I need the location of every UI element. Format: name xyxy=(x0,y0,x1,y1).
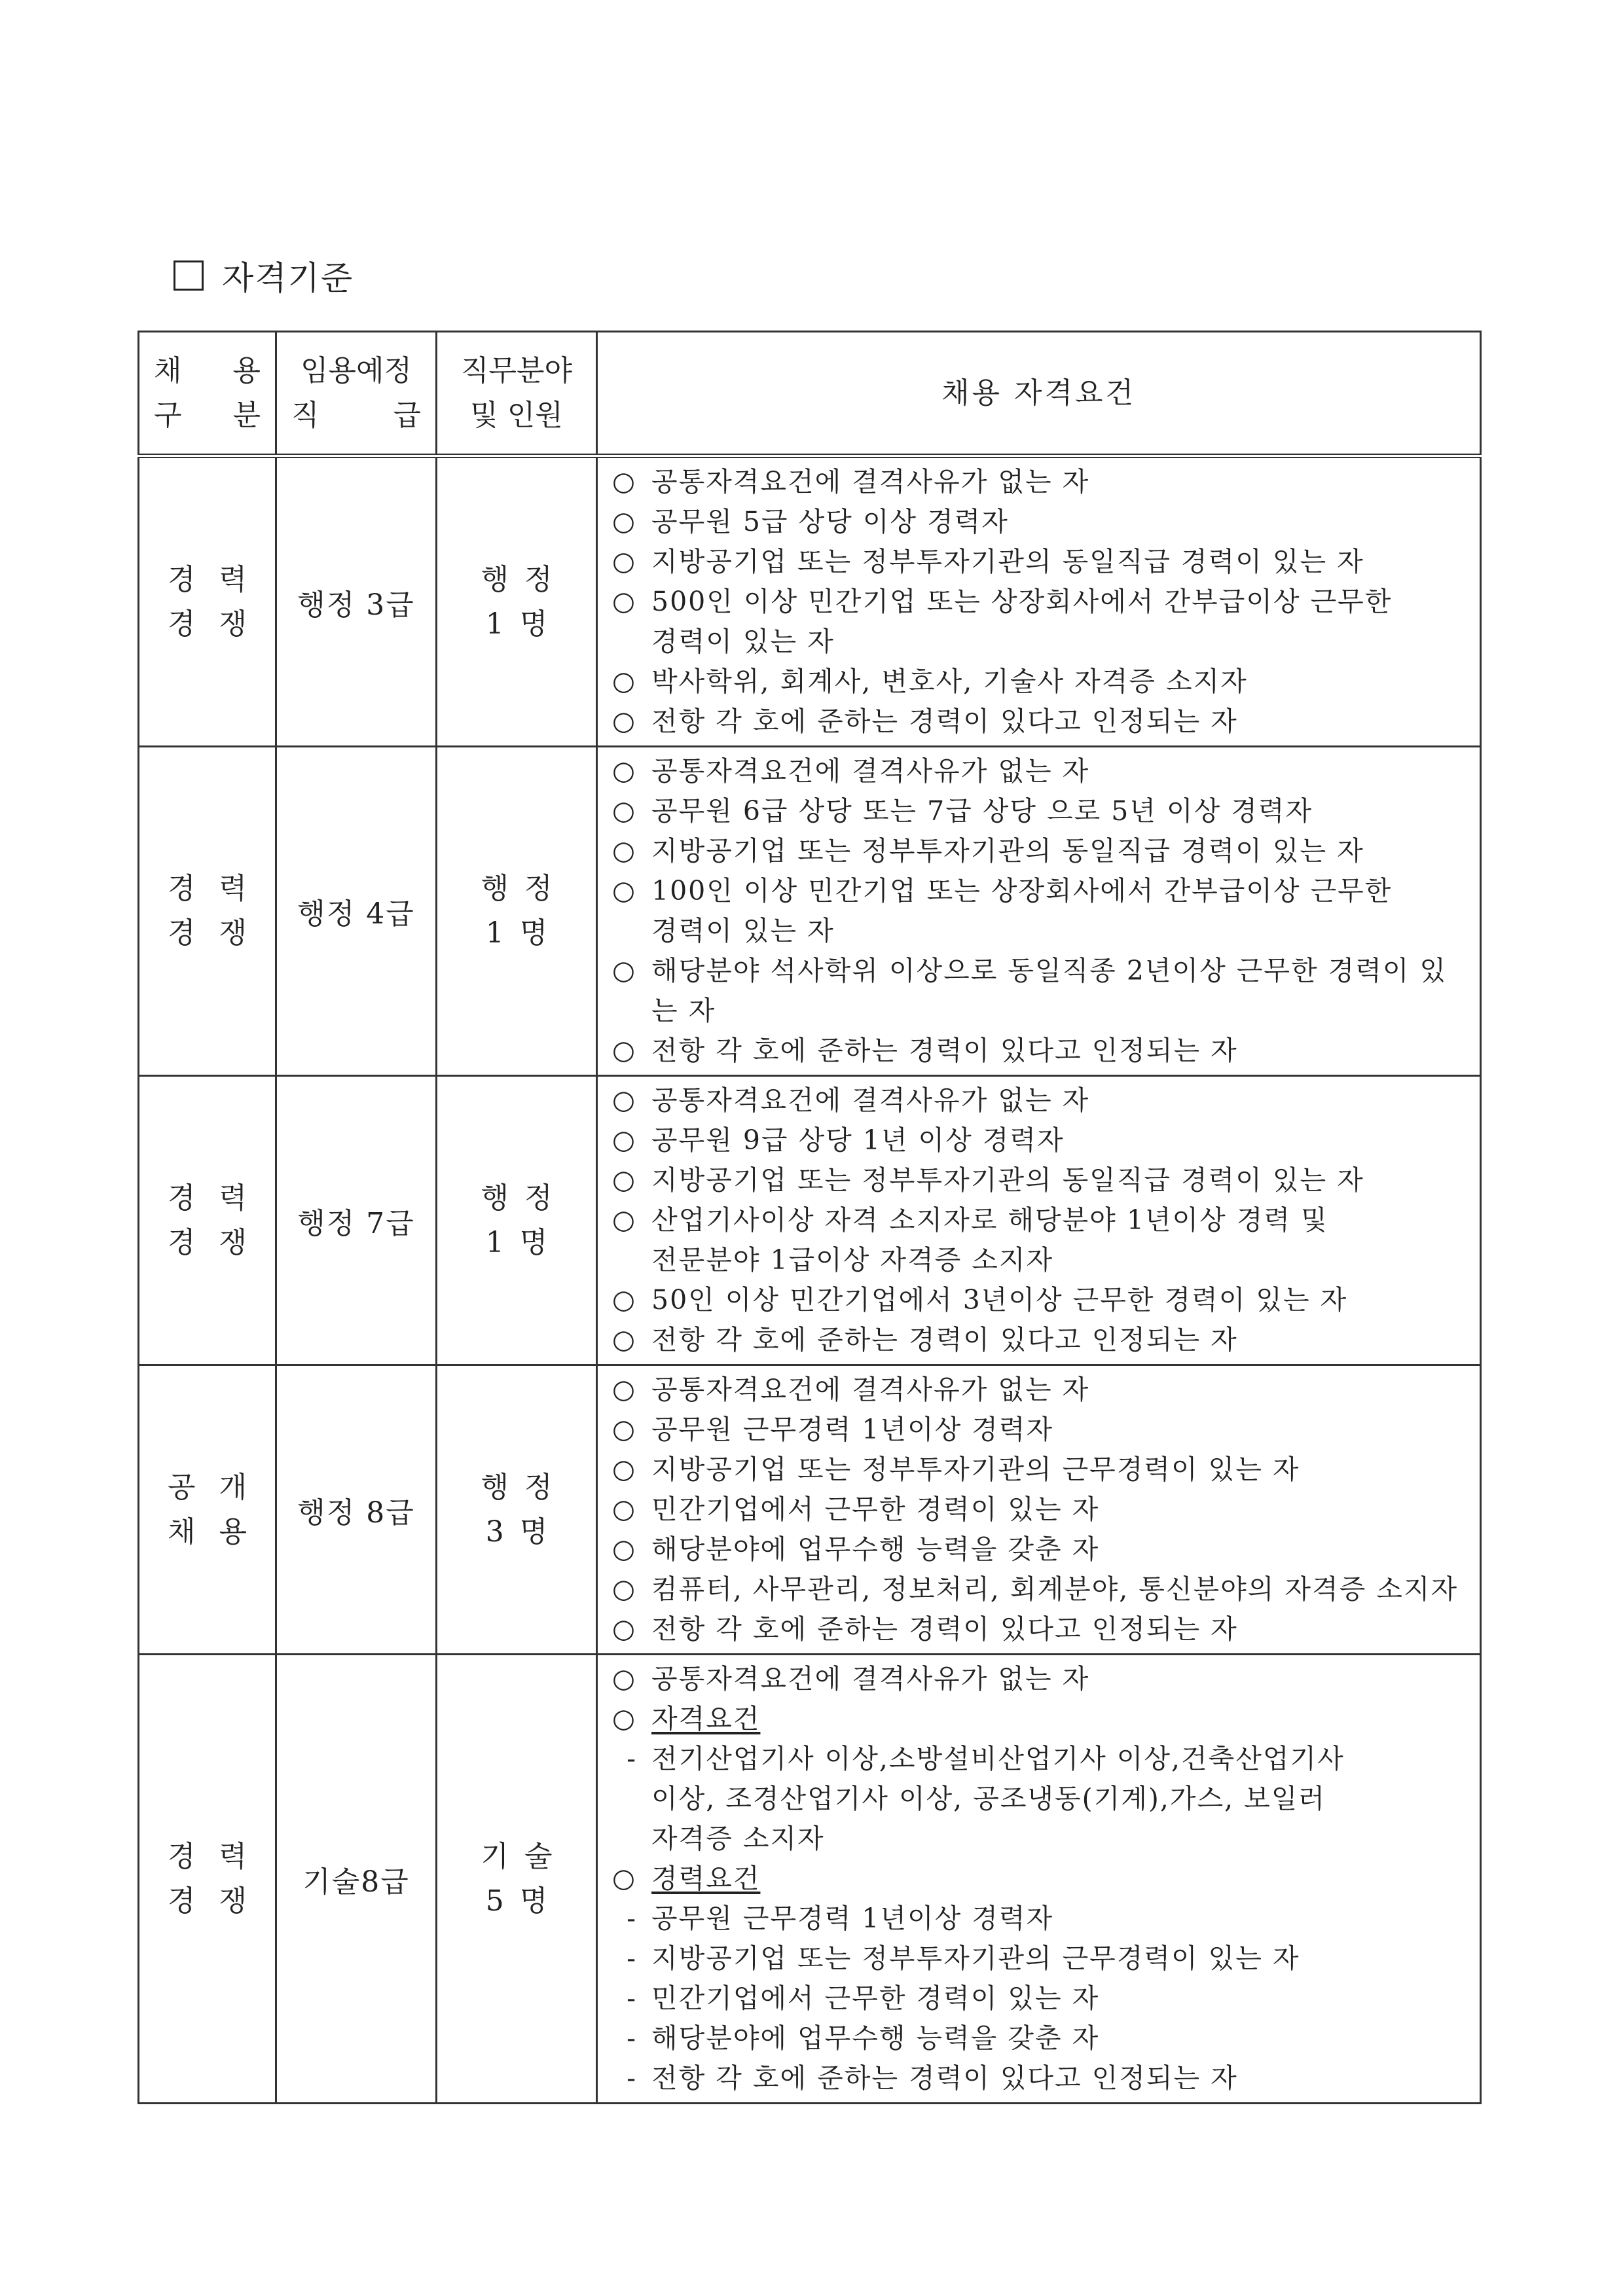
requirement-item: ○ 해당분야에 업무수행 능력을 갖춘 자 xyxy=(612,1530,1473,1570)
circle-bullet-icon: ○ xyxy=(612,1285,636,1315)
header-field: 직무분야 및 인원 xyxy=(437,332,597,456)
row-category: 경력 경쟁 xyxy=(139,456,276,747)
circle-bullet-icon: ○ xyxy=(612,666,636,696)
requirement-item: ○ 전항 각 호에 준하는 경력이 있다고 인정되는 자 xyxy=(612,702,1473,742)
dash-bullet-icon: - xyxy=(627,2062,637,2094)
circle-bullet-icon: ○ xyxy=(612,507,636,537)
requirement-subitem: - 지방공기업 또는 정부투자기관의 근무경력이 있는 자 xyxy=(612,1939,1473,1979)
requirement-item: ○ 산업기사이상 자격 소지자로 해당분야 1년이상 경력 및 xyxy=(612,1200,1473,1240)
row-field: 행정 1명 xyxy=(437,456,597,747)
row-category: 경력 경쟁 xyxy=(139,1076,276,1365)
row-requirements xyxy=(597,456,1481,747)
circle-bullet-icon: ○ xyxy=(612,796,636,826)
requirement-item: ○ 지방공기업 또는 정부투자기관의 근무경력이 있는 자 xyxy=(612,1450,1473,1490)
table-row xyxy=(139,747,1481,1076)
row-requirements xyxy=(597,1655,1481,2104)
requirement-subitem: - 공무원 근무경력 1년이상 경력자 xyxy=(612,1899,1473,1939)
requirement-subitem: - 민간기업에서 근무한 경력이 있는 자 xyxy=(612,1979,1473,2018)
requirement-continuation: 경력이 있는 자 xyxy=(651,626,835,657)
requirement-item: ○ 지방공기업 또는 정부투자기관의 동일직급 경력이 있는 자 xyxy=(612,831,1473,871)
row-requirements xyxy=(597,1076,1481,1365)
requirement-item: ○ 공무원 9급 상당 1년 이상 경력자 xyxy=(612,1121,1473,1160)
row-category: 공개 채용 xyxy=(139,1365,276,1655)
requirement-item: ○ 공통자격요건에 결격사유가 없는 자 xyxy=(612,1659,1473,1699)
circle-bullet-icon: ○ xyxy=(612,1165,636,1195)
requirement-item: ○ 해당분야 석사학위 이상으로 동일직종 2년이상 근무한 경력이 있 xyxy=(612,951,1473,991)
circle-bullet-icon: ○ xyxy=(612,1494,636,1524)
requirement-item: ○ 공무원 근무경력 1년이상 경력자 xyxy=(612,1410,1473,1450)
header-grade: 임용예정 직 급 xyxy=(276,332,437,456)
circle-bullet-icon: ○ xyxy=(612,1374,636,1405)
row-field: 행정 1명 xyxy=(437,1076,597,1365)
requirement-continuation: 는 자 xyxy=(651,995,716,1026)
table-row xyxy=(139,456,1481,747)
row-grade: 기술8급 xyxy=(276,1655,437,2104)
requirement-item: ○ 50인 이상 민간기업에서 3년이상 근무한 경력이 있는 자 xyxy=(612,1280,1473,1320)
circle-bullet-icon: ○ xyxy=(612,467,636,497)
requirement-subitem: - 전항 각 호에 준하는 경력이 있다고 인정되는 자 xyxy=(612,2058,1473,2098)
table-row xyxy=(139,1365,1481,1655)
circle-bullet-icon: ○ xyxy=(612,586,636,617)
circle-bullet-icon: ○ xyxy=(612,1454,636,1484)
requirement-item: ○ 공무원 5급 상당 이상 경력자 xyxy=(612,502,1473,542)
requirement-item: ○ 공무원 6급 상당 또는 7급 상당 으로 5년 이상 경력자 xyxy=(612,791,1473,831)
requirement-item: ○ 지방공기업 또는 정부투자기관의 동일직급 경력이 있는 자 xyxy=(612,542,1473,582)
circle-bullet-icon: ○ xyxy=(612,1205,636,1235)
circle-bullet-icon: ○ xyxy=(612,1534,636,1564)
circle-bullet-icon: ○ xyxy=(612,1085,636,1115)
square-checkbox-icon xyxy=(173,260,204,291)
requirement-item: ○ 공통자격요건에 결격사유가 없는 자 xyxy=(612,1081,1473,1121)
row-requirements xyxy=(597,1365,1481,1655)
table-row xyxy=(139,1076,1481,1365)
requirement-item: ○ 지방공기업 또는 정부투자기관의 동일직급 경력이 있는 자 xyxy=(612,1160,1473,1200)
circle-bullet-icon: ○ xyxy=(612,756,636,786)
row-requirements xyxy=(597,747,1481,1076)
requirement-item: ○ 공통자격요건에 결격사유가 없는 자 xyxy=(612,462,1473,502)
dash-bullet-icon: - xyxy=(627,1903,637,1934)
circle-bullet-icon: ○ xyxy=(612,1704,636,1734)
circle-bullet-icon: ○ xyxy=(612,1863,636,1893)
circle-bullet-icon: ○ xyxy=(612,547,636,577)
dash-bullet-icon: - xyxy=(627,1943,637,1974)
requirement-item: ○ 박사학위, 회계사, 변호사, 기술사 자격증 소지자 xyxy=(612,662,1473,702)
row-grade: 행정 7급 xyxy=(276,1076,437,1365)
requirement-item: ○ 100인 이상 민간기업 또는 상장회사에서 간부급이상 근무한 xyxy=(612,871,1473,911)
circle-bullet-icon: ○ xyxy=(612,876,636,906)
row-field: 행정 3명 xyxy=(437,1365,597,1655)
requirement-subitem: - 해당분야에 업무수행 능력을 갖춘 자 xyxy=(612,2018,1473,2058)
requirement-item: ○ 경력요건 xyxy=(612,1859,1473,1899)
requirement-subitem: - 전기산업기사 이상,소방설비산업기사 이상,건축산업기사 xyxy=(612,1739,1473,1779)
requirement-item: ○ 공통자격요건에 결격사유가 없는 자 xyxy=(612,1370,1473,1410)
requirement-item: ○ 500인 이상 민간기업 또는 상장회사에서 간부급이상 근무한 xyxy=(612,582,1473,622)
table-header-row xyxy=(139,332,1481,456)
requirement-continuation: 전문분야 1급이상 자격증 소지자 xyxy=(651,1244,1054,1276)
requirement-item: ○ 민간기업에서 근무한 경력이 있는 자 xyxy=(612,1490,1473,1530)
requirement-item: ○ 전항 각 호에 준하는 경력이 있다고 인정되는 자 xyxy=(612,1031,1473,1071)
circle-bullet-icon: ○ xyxy=(612,956,636,986)
dash-bullet-icon: - xyxy=(627,1982,637,2014)
row-field: 기술 5명 xyxy=(437,1655,597,2104)
circle-bullet-icon: ○ xyxy=(612,1414,636,1444)
section-title: 자격기준 xyxy=(222,259,354,297)
row-grade: 행정 8급 xyxy=(276,1365,437,1655)
circle-bullet-icon: ○ xyxy=(612,706,636,736)
requirement-continuation: 이상, 조경산업기사 이상, 공조냉동(기계),가스, 보일러 xyxy=(651,1783,1326,1814)
requirement-continuation: 자격증 소지자 xyxy=(651,1823,825,1854)
circle-bullet-icon: ○ xyxy=(612,1664,636,1694)
circle-bullet-icon: ○ xyxy=(612,836,636,866)
row-grade: 행정 3급 xyxy=(276,456,437,747)
requirement-item: ○ 컴퓨터, 사무관리, 정보처리, 회계분야, 통신분야의 자격증 소지자 xyxy=(612,1570,1473,1609)
row-field: 행정 1명 xyxy=(437,747,597,1076)
row-category: 경력 경쟁 xyxy=(139,747,276,1076)
dash-bullet-icon: - xyxy=(627,1743,637,1774)
requirement-item: ○ 전항 각 호에 준하는 경력이 있다고 인정되는 자 xyxy=(612,1320,1473,1360)
row-category: 경력 경쟁 xyxy=(139,1655,276,2104)
circle-bullet-icon: ○ xyxy=(612,1125,636,1155)
dash-bullet-icon: - xyxy=(627,2022,637,2054)
circle-bullet-icon: ○ xyxy=(612,1035,636,1066)
requirement-continuation: 경력이 있는 자 xyxy=(651,915,835,946)
section-heading xyxy=(173,252,354,299)
header-requirements: 채용 자격요건 xyxy=(597,332,1481,456)
circle-bullet-icon: ○ xyxy=(612,1574,636,1604)
header-category: 채 용 구 분 xyxy=(139,332,276,456)
table-row xyxy=(139,1655,1481,2104)
qualification-table xyxy=(137,331,1482,2104)
row-grade: 행정 4급 xyxy=(276,747,437,1076)
circle-bullet-icon: ○ xyxy=(612,1325,636,1355)
requirement-item: ○ 공통자격요건에 결격사유가 없는 자 xyxy=(612,751,1473,791)
requirement-item: ○ 전항 각 호에 준하는 경력이 있다고 인정되는 자 xyxy=(612,1609,1473,1649)
requirement-item: ○ 자격요건 xyxy=(612,1699,1473,1739)
circle-bullet-icon: ○ xyxy=(612,1614,636,1644)
